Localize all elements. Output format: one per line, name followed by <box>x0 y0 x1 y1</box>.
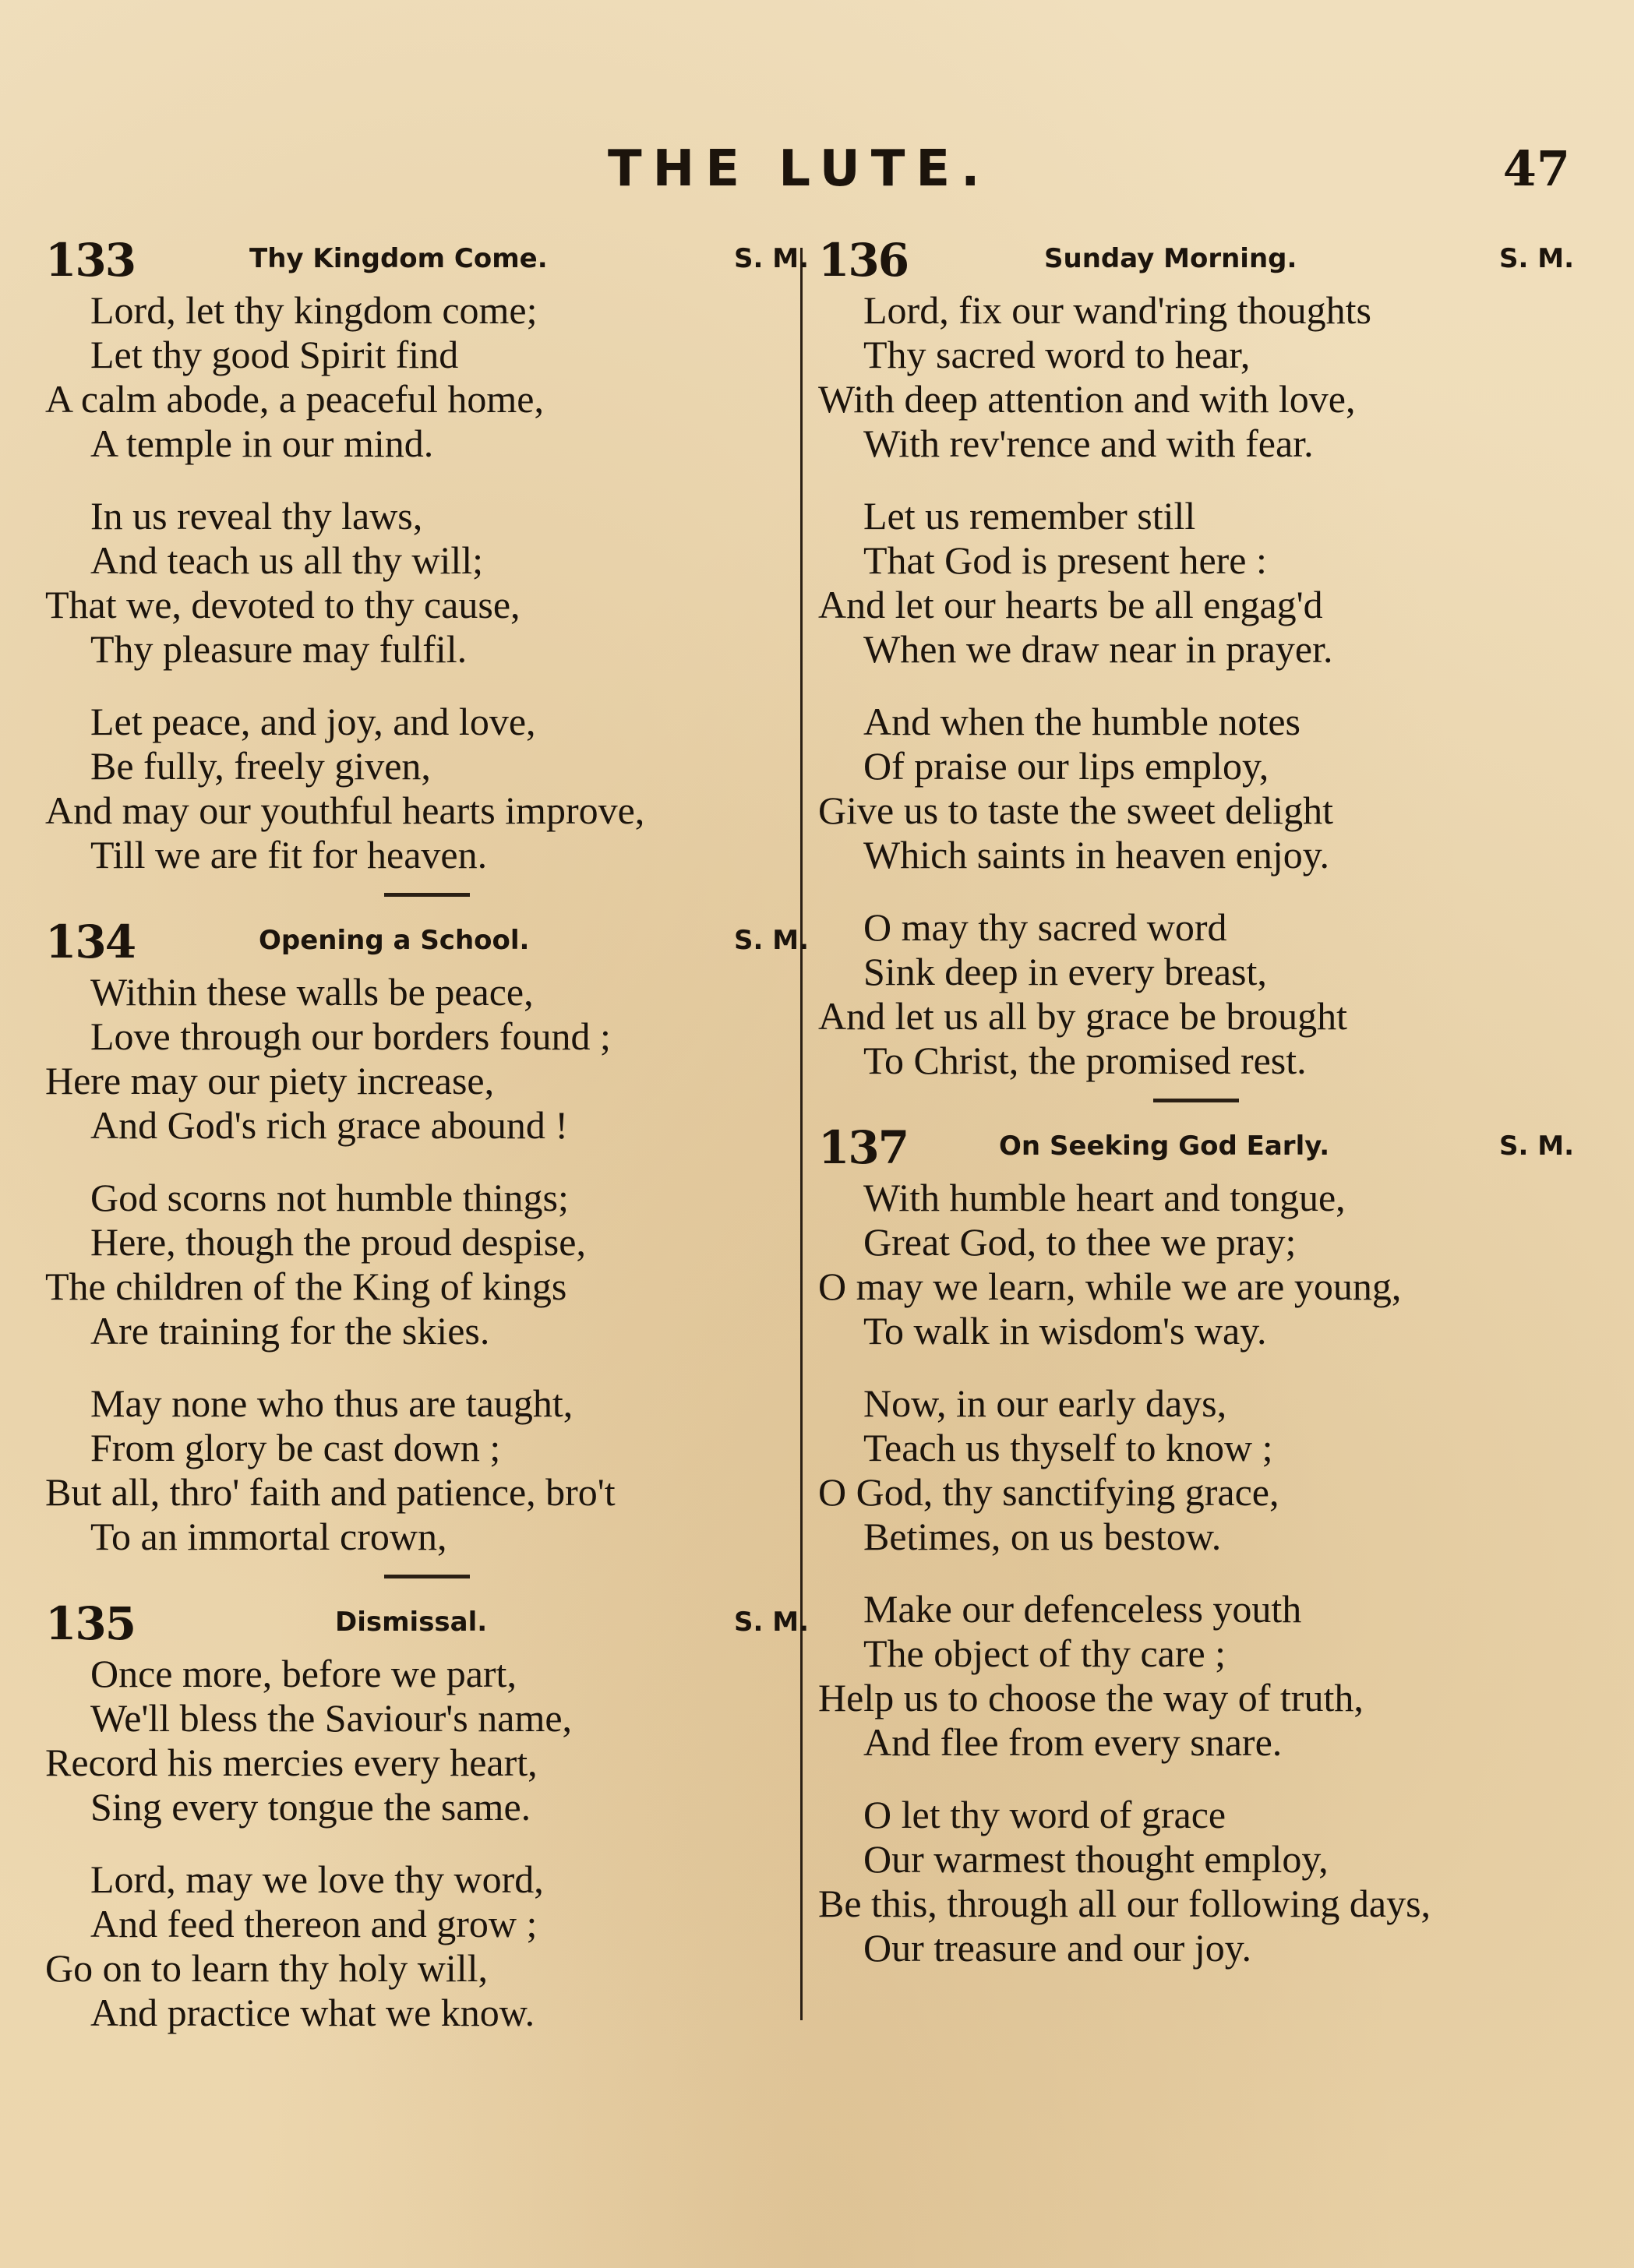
verse-line: We'll bless the Saviour's name, <box>90 1696 573 1740</box>
hymn-meter: S. M. <box>734 243 809 274</box>
stanza <box>45 970 809 1148</box>
stanza <box>45 1652 809 1829</box>
verse-line: Here, though the proud despise, <box>90 1220 586 1264</box>
hymn-header <box>45 915 809 970</box>
hymn-136 <box>818 234 1574 1083</box>
verse-line: Which saints in heaven enjoy. <box>863 833 1329 877</box>
hymn-title: On Seeking God Early. <box>999 1130 1330 1162</box>
verse-line: Now, in our early days, <box>863 1381 1227 1425</box>
verse-line: And flee from every snare. <box>863 1720 1283 1764</box>
hymn-header <box>818 1121 1574 1176</box>
verse-line: Be fully, freely given, <box>90 744 431 788</box>
verse-line: Go on to learn thy holy will, <box>45 1946 488 1990</box>
hymn-number: 137 <box>818 1121 909 1174</box>
verse-line: To an immortal crown, <box>90 1515 447 1558</box>
right-column <box>818 234 1574 1998</box>
hymn-meter: S. M. <box>734 1607 809 1638</box>
hymn-title: Dismissal. <box>335 1607 488 1638</box>
verse-line: Our warmest thought employ, <box>863 1837 1329 1881</box>
verse-line: Help us to choose the way of truth, <box>818 1676 1364 1720</box>
verse-line: Thy sacred word to hear, <box>863 333 1251 376</box>
verse-line: Once more, before we part, <box>90 1652 517 1695</box>
verse-line: Be this, through all our following days, <box>818 1882 1431 1925</box>
verse-line: And feed thereon and grow ; <box>90 1902 538 1945</box>
hymn-meter: S. M. <box>1499 243 1574 274</box>
verse-line: Great God, to thee we pray; <box>863 1220 1297 1264</box>
hymn-title: Sunday Morning. <box>1044 243 1297 274</box>
stanza <box>818 1381 1574 1559</box>
verse-line: And may our youthful hearts improve, <box>45 788 645 832</box>
stanza <box>818 1587 1574 1765</box>
verse-line: Love through our borders found ; <box>90 1014 611 1058</box>
verse-line: The children of the King of kings <box>45 1265 567 1308</box>
verse-line: Betimes, on us bestow. <box>863 1515 1222 1558</box>
verse-line: Make our defenceless youth <box>863 1587 1302 1631</box>
verse-line: A calm abode, a peaceful home, <box>45 377 544 421</box>
verse-line: Lord, let thy kingdom come; <box>90 288 538 332</box>
hymn-meter: S. M. <box>1499 1130 1574 1162</box>
verse-line: O may thy sacred word <box>863 905 1227 949</box>
hymn-title: Opening a School. <box>259 925 530 956</box>
verse-line: But all, thro' faith and patience, bro't <box>45 1470 616 1514</box>
verse-line: With humble heart and tongue, <box>863 1176 1346 1219</box>
stanza <box>818 1176 1574 1353</box>
verse-line: Here may our piety increase, <box>45 1059 495 1102</box>
hymn-134 <box>45 915 809 1559</box>
hymn-separator <box>1153 1099 1239 1102</box>
verse-line: Lord, may we love thy word, <box>90 1857 544 1901</box>
hymn-number: 135 <box>45 1597 136 1650</box>
verse-line: To Christ, the promised rest. <box>863 1039 1307 1082</box>
verse-line: That God is present here : <box>863 538 1267 582</box>
verse-line: Sing every tongue the same. <box>90 1785 531 1829</box>
verse-line: Thy pleasure may fulfil. <box>90 627 468 671</box>
hymn-header <box>45 1597 809 1652</box>
verse-line: And teach us all thy will; <box>90 538 484 582</box>
hymn-135 <box>45 1597 809 2035</box>
verse-line: Sink deep in every breast, <box>863 950 1267 993</box>
stanza <box>45 494 809 672</box>
verse-line: A temple in our mind. <box>90 422 434 465</box>
verse-line: Our treasure and our joy. <box>863 1926 1251 1970</box>
verse-line: Give us to taste the sweet delight <box>818 788 1333 832</box>
verse-line: Lord, fix our wand'ring thoughts <box>863 288 1371 332</box>
verse-line: O God, thy sanctifying grace, <box>818 1470 1279 1514</box>
hymn-separator <box>384 1575 470 1578</box>
stanza <box>818 905 1574 1083</box>
hymn-number: 133 <box>45 234 136 287</box>
page-number: 47 <box>1502 140 1570 197</box>
verse-line: With deep attention and with love, <box>818 377 1356 421</box>
stanza <box>818 494 1574 672</box>
verse-line: Let us remember still <box>863 494 1196 538</box>
verse-line: From glory be cast down ; <box>90 1426 501 1469</box>
left-column <box>45 234 809 2063</box>
verse-line: That we, devoted to thy cause, <box>45 583 521 626</box>
stanza <box>818 700 1574 877</box>
verse-line: The object of thy care ; <box>863 1631 1226 1675</box>
verse-line: And let us all by grace be brought <box>818 994 1347 1038</box>
verse-line: And God's rich grace abound ! <box>90 1103 568 1147</box>
stanza <box>818 1793 1574 1970</box>
verse-line: To walk in wisdom's way. <box>863 1309 1267 1353</box>
verse-line: Let peace, and joy, and love, <box>90 700 536 743</box>
stanza <box>45 288 809 466</box>
verse-line: Are training for the skies. <box>90 1309 490 1353</box>
verse-line: And when the humble notes <box>863 700 1301 743</box>
hymn-title: Thy Kingdom Come. <box>249 243 548 274</box>
hymn-133 <box>45 234 809 877</box>
verse-line: Let thy good Spirit find <box>90 333 459 376</box>
hymn-number: 134 <box>45 915 136 968</box>
verse-line: Record his mercies every heart, <box>45 1741 538 1784</box>
verse-line: With rev'rence and with fear. <box>863 422 1314 465</box>
page-header <box>0 140 1634 203</box>
verse-line: In us reveal thy laws, <box>90 494 423 538</box>
hymn-separator <box>384 893 470 897</box>
verse-line: When we draw near in prayer. <box>863 627 1333 671</box>
verse-line: And let our hearts be all engag'd <box>818 583 1323 626</box>
stanza <box>45 700 809 877</box>
stanza <box>45 1176 809 1353</box>
verse-line: O may we learn, while we are young, <box>818 1265 1402 1308</box>
hymn-header <box>45 234 809 288</box>
verse-line: May none who thus are taught, <box>90 1381 573 1425</box>
stanza <box>45 1381 809 1559</box>
verse-line: And practice what we know. <box>90 1991 535 2034</box>
verse-line: Till we are fit for heaven. <box>90 833 488 877</box>
verse-line: O let thy word of grace <box>863 1793 1226 1836</box>
hymn-header <box>818 234 1574 288</box>
verse-line: Teach us thyself to know ; <box>863 1426 1273 1469</box>
verse-line: God scorns not humble things; <box>90 1176 569 1219</box>
stanza <box>818 288 1574 466</box>
hymn-137 <box>818 1121 1574 1970</box>
hymn-number: 136 <box>818 234 909 287</box>
verse-line: Within these walls be peace, <box>90 970 534 1014</box>
stanza <box>45 1857 809 2035</box>
running-title: THE LUTE. <box>608 140 991 198</box>
hymn-meter: S. M. <box>734 925 809 956</box>
verse-line: Of praise our lips employ, <box>863 744 1269 788</box>
